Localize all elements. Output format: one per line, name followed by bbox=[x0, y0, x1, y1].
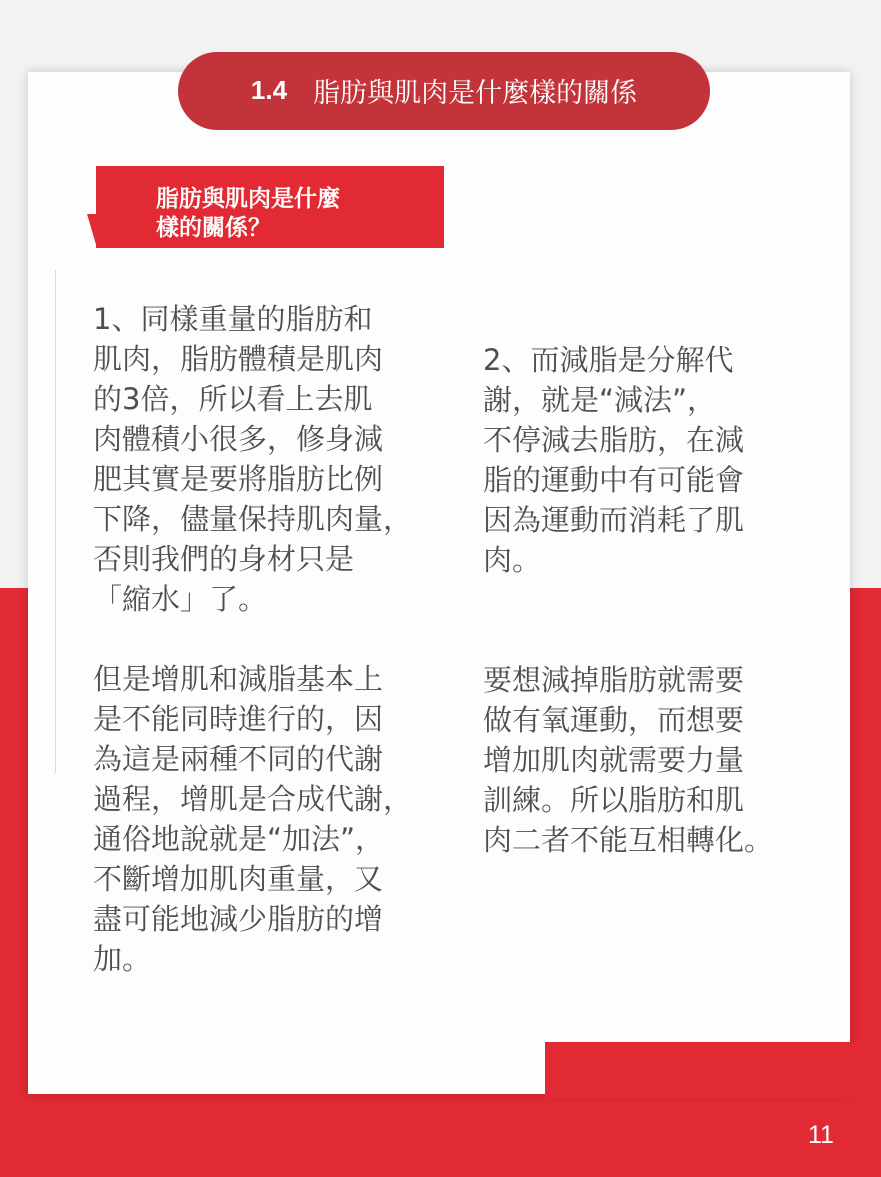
paragraph-2: 2、而減脂是分解代 謝，就是“減法”， 不停減去脂肪，在減 脂的運動中有可能會 因為運動而消耗了肌 肉。 bbox=[483, 343, 745, 577]
paragraph-1: 1、同樣重量的脂肪和 肌肉，脂肪體積是肌肉 的3倍，所以看上去肌 肉體積小很多，修身減 肥其實是要將脂肪比例 下降，儘量保持肌肉量， 否則我們的身材只是 「縮水」了。 bbox=[93, 302, 413, 616]
paragraph-3: 但是增肌和減脂基本上 是不能同時進行的，因 為這是兩種不同的代謝 過程，增肌是合成代謝， 通俗地說就是“加法”， 不斷增加肌肉重量，又 盡可能地減少脂肪的增 加。 bbox=[93, 662, 413, 976]
section-title: 脂肪與肌肉是什麼樣的關係 bbox=[313, 77, 638, 109]
section-title-pill bbox=[178, 52, 710, 130]
question-banner bbox=[96, 166, 444, 248]
paragraph-4: 要想減掉脂肪就需要 做有氧運動，而想要 增加肌肉就需要力量 訓練。所以脂肪和肌 肉二者不能互相轉化。 bbox=[483, 663, 774, 857]
banner-line-2: 樣的關係？ bbox=[156, 215, 271, 241]
banner-line-1: 脂肪與肌肉是什麼 bbox=[156, 186, 340, 212]
section-number: 1.4 bbox=[250, 74, 288, 105]
page-number: 11 bbox=[808, 1121, 834, 1149]
left-divider-line bbox=[55, 270, 56, 773]
corner-accent-block bbox=[545, 1042, 881, 1098]
